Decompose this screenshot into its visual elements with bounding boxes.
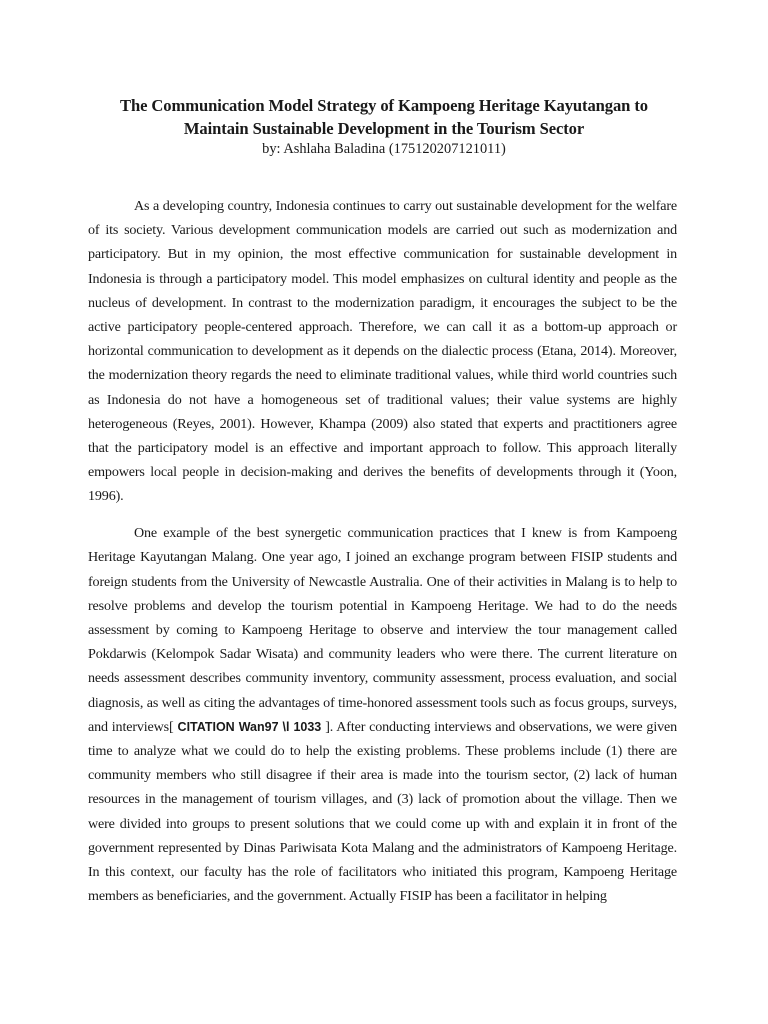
author-byline: by: Ashlaha Baladina (175120207121011) (262, 141, 506, 157)
document-title (80, 94, 688, 140)
paragraph-2 (88, 521, 677, 908)
document-body (88, 194, 677, 921)
paragraph-1: As a developing country, Indonesia continues to carry out sustainable development for the welfare of its society. Various development communication models are carried out such as modernization and participatory. But in my opinion, the most effective communication for sustainable development in Indonesia is through a participatory model. This model emphasizes on cultural identity and people as the nucleus of development. In contrast to the modernization paradigm, it encourages the subject to be the active participatory people-centered approach. Therefore, we can call it as a bottom-up approach or horizontal communication to development as it depends on the dialectic process (Etana, 2014). Moreover, the modernization theory regards the need to eliminate traditional values, while third world countries such as Indonesia do not have a homogeneous set of traditional values; their value systems are highly heterogeneous (Reyes, 2001). However, Khampa (2009) also stated that experts and practitioners agree that the participatory model is an effective and important approach to follow. This approach literally empowers local people in decision-making and derives the benefits of developments through it (Yoon, 1996). (88, 198, 677, 505)
title-line-1: The Communication Model Strategy of Kampoeng Heritage Kayutangan to (120, 96, 648, 115)
document-header (80, 94, 688, 159)
paragraph-2-part-1: One example of the best synergetic communication practices that I knew is from Kampoeng Heritage Kayutangan Malang. One year ago, I joined an exchange program between FISIP students and foreign students from the University of Newcastle Australia. One of their activities in Malang is to help to resolve problems and develop the tourism potential in Kampoeng Heritage. We had to do the needs assessment by coming to Kampoeng Heritage to observe and interview the tour management called Pokdarwis (Kelompok Sadar Wisata) and community leaders who were there. The current literature on needs assessment describes community inventory, community assessment, process evaluation, and social diagnosis, as well as citing the advantages of time-honored assessment tools such as focus groups, surveys, and interviews[ (88, 525, 677, 735)
citation-field: CITATION Wan97 \l 1033 (173, 719, 326, 734)
title-line-2: Maintain Sustainable Development in the Tourism Sector (183, 119, 585, 138)
paragraph-2-part-2: ]. After conducting interviews and observations, we were given time to analyze what we could do to help the existing problems. These problems include (1) there are community members who still disagree if their area is made into the tourism sector, (2) lack of human resources in the management of tourism villages, and (3) lack of promotion about the village. Then we were divided into groups to present solutions that we could come up with and explain it in front of the government represented by Dinas Pariwisata Kota Malang and the administrators of Kampoeng Heritage. In this context, our faculty has the role of facilitators who initiated this program, Kampoeng Heritage members as beneficiaries, and the government. Actually FISIP has been a facilitator in helping (88, 718, 677, 905)
